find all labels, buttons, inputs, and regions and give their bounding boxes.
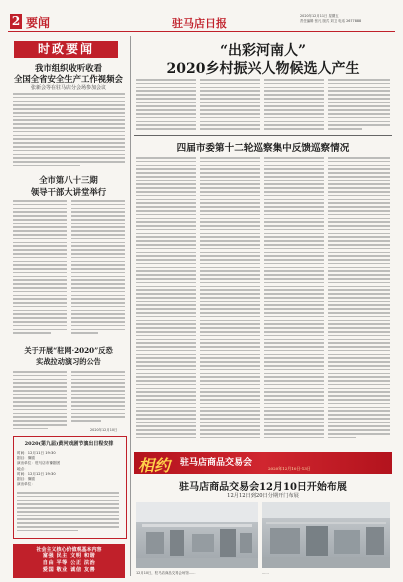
story1-subhead: 张新会等在驻马店分会场参加会议 — [30, 85, 106, 91]
fair-photo-2 — [262, 502, 390, 568]
feature-divider — [134, 135, 392, 136]
inspection-col3 — [264, 157, 324, 441]
hall-construction-illustration — [262, 502, 390, 568]
tv-box-filler — [17, 492, 119, 534]
tv-line: 剧目：豫剧 — [17, 477, 35, 482]
tv-box-title: 2020(第九届)黄河戏剧节演出日程安排 — [24, 441, 114, 447]
story1-headline-2: 全国全省安全生产工作视频会 — [14, 74, 123, 84]
tv-line: 时间：12月11日 19:30 — [17, 451, 56, 455]
tv-line: 演出单位： — [17, 482, 35, 487]
values-row: 自由 平等 公正 法治 — [42, 560, 96, 567]
story1-headline-1: 我市组织收听收看 — [35, 63, 102, 73]
values-title: 社会主义核心价值观基本内容 — [36, 547, 102, 553]
story2-body-col2 — [71, 200, 125, 336]
feature-body-col4 — [328, 79, 390, 132]
fair-banner-title: 驻马店商品交易会 — [180, 458, 253, 468]
fair-banner-date: 2020年12月10日-13日 — [268, 466, 311, 471]
story1-body — [13, 93, 125, 169]
masthead-rule — [8, 31, 395, 32]
feature-body-col2 — [200, 79, 260, 132]
story2-headline-2: 领导干部大讲堂举行 — [30, 187, 107, 197]
tv-box-lines — [17, 451, 121, 487]
inspection-col4 — [328, 157, 390, 441]
fair-banner-big: 相约 — [138, 456, 171, 475]
section-title: 要闻 — [26, 16, 51, 30]
masthead-meta-1: 2020年12月11日 星期五 — [300, 14, 339, 18]
page-number: 2 — [11, 14, 21, 28]
story2-headline-1: 全市第八十三期 — [39, 175, 98, 185]
feature-body-col3 — [264, 79, 324, 132]
story2-body-col1 — [13, 200, 67, 336]
story3-headline-2: 实战拉动演习的公告 — [36, 357, 101, 366]
column-divider — [130, 36, 131, 576]
fair-caption-right: …… — [262, 571, 269, 575]
masthead-meta-2: 责任编辑 张凡 版式 刘卫 电话 2677888 — [300, 19, 362, 23]
hall-interior-illustration — [136, 502, 258, 568]
inspection-headline: 四届市委第十二轮巡察集中反馈巡察情况 — [176, 143, 350, 154]
story3-headline-1: 关于开展“驻网·2020”反恐 — [24, 346, 113, 355]
values-row: 爱国 敬业 诚信 友善 — [42, 567, 96, 574]
feature-headline-2: 2020乡村振兴人物候选人产生 — [166, 61, 360, 77]
tv-line: 演出单位：驻马店市豫剧团 — [17, 461, 61, 466]
fair-banner — [134, 452, 392, 474]
feature-headline-1: “出彩河南人” — [219, 43, 307, 59]
values-row: 富强 民主 文明 和谐 — [42, 553, 96, 559]
paper-name: 驻马店日报 — [172, 17, 227, 30]
tv-line: 时间：12月12日 19:30 — [17, 471, 56, 476]
fair-headline: 驻马店商品交易会12月10日开始布展 — [179, 482, 347, 493]
values-rows — [13, 553, 125, 575]
story3-body-col1 — [13, 371, 67, 432]
inspection-col2 — [200, 157, 260, 441]
story3-date: 2020年12月10日 — [90, 428, 118, 432]
inspection-col1 — [136, 157, 196, 441]
fair-photo-1 — [136, 502, 258, 568]
fair-subhead: 12月12日到20日分期开门布展 — [227, 493, 299, 499]
column-banner: 时政要闻 — [14, 41, 118, 58]
feature-body-col1 — [136, 79, 196, 132]
tv-line: 剧目：豫剧 — [17, 456, 35, 461]
fair-caption-left: 12月10日，驻马店商品交易会场馆…… — [136, 571, 196, 575]
story3-body-col2 — [71, 371, 125, 424]
tv-line: 地点： — [17, 466, 28, 471]
